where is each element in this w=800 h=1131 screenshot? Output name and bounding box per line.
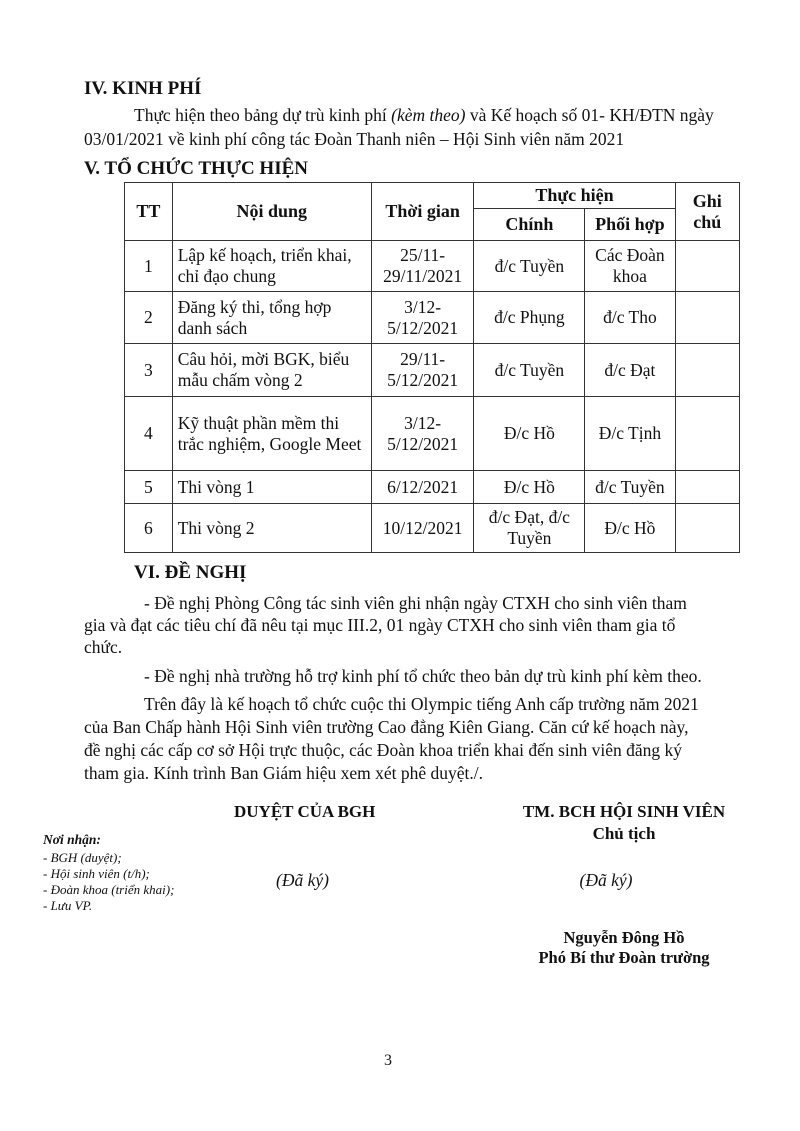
cell-ghi-chu <box>675 241 740 292</box>
section-iv-heading: IV. KINH PHÍ <box>84 78 202 99</box>
proposal-1-line1: - Đề nghị Phòng Công tác sinh viên ghi nhận ngày CTXH cho sinh viên tham <box>144 593 687 613</box>
table-row <box>125 344 740 397</box>
cell-phoi-hop: Đ/c Hồ <box>585 504 675 553</box>
proposal-1-line3: chức. <box>84 637 123 657</box>
cell-tt: 6 <box>125 504 173 553</box>
right-signature-title: TM. BCH HỘI SINH VIÊN <box>522 802 726 821</box>
header-thoi-gian: Thời gian <box>371 183 474 241</box>
implementation-table <box>124 182 740 553</box>
cell-chinh: đ/c Tuyền <box>474 344 585 397</box>
cell-phoi-hop: đ/c Tuyền <box>585 471 675 504</box>
text-run: Thực hiện theo bảng dự trù kinh phí <box>134 105 392 125</box>
recipient-item: - BGH (duyệt); <box>43 850 122 865</box>
cell-tt: 5 <box>125 471 173 504</box>
cell-thoi-gian: 6/12/2021 <box>371 471 474 504</box>
cell-thoi-gian: 3/12- 5/12/2021 <box>371 397 474 471</box>
right-signature-role: Chủ tịch <box>592 824 656 843</box>
cell-ghi-chu <box>675 344 740 397</box>
recipients-label: Nơi nhận: <box>43 832 101 847</box>
section-iv-paragraph-line2: 03/01/2021 về kinh phí công tác Đoàn Thanh niên – Hội Sinh viên năm 2021 <box>84 129 625 149</box>
cell-ghi-chu <box>675 292 740 344</box>
left-signature-title: DUYỆT CỦA BGH <box>234 802 376 821</box>
cell-thoi-gian: 10/12/2021 <box>371 504 474 553</box>
signer-position: Phó Bí thư Đoàn trường <box>538 948 710 967</box>
cell-tt: 3 <box>125 344 173 397</box>
cell-phoi-hop: đ/c Tho <box>585 292 675 344</box>
recipient-item: - Đoàn khoa (triển khai); <box>43 882 175 897</box>
recipient-item: - Hội sinh viên (t/h); <box>43 866 150 881</box>
cell-phoi-hop: đ/c Đạt <box>585 344 675 397</box>
page-number: 3 <box>384 1052 392 1069</box>
proposal-2: - Đề nghị nhà trường hỗ trợ kinh phí tổ chức theo bản dự trù kinh phí kèm theo. <box>144 666 702 686</box>
cell-phoi-hop: Các Đoàn khoa <box>585 241 675 292</box>
italic-text-run: (kèm theo) <box>391 105 466 125</box>
cell-chinh: Đ/c Hồ <box>474 397 585 471</box>
header-chinh: Chính <box>474 209 585 241</box>
table-row <box>125 397 740 471</box>
cell-thoi-gian: 3/12- 5/12/2021 <box>371 292 474 344</box>
table-row <box>125 292 740 344</box>
cell-noi-dung: Kỹ thuật phần mềm thi trắc nghiệm, Google Meet <box>172 397 371 471</box>
cell-noi-dung: Lập kế hoạch, triển khai, chỉ đạo chung <box>172 241 371 292</box>
cell-noi-dung: Thi vòng 1 <box>172 471 371 504</box>
cell-chinh: Đ/c Hồ <box>474 471 585 504</box>
closing-line4: tham gia. Kính trình Ban Giám hiệu xem xét phê duyệt./. <box>84 763 484 783</box>
cell-phoi-hop: Đ/c Tịnh <box>585 397 675 471</box>
closing-line3: đề nghị các cấp cơ sở Hội trực thuộc, các Đoàn khoa triển khai đến sinh viên đăng ký <box>84 740 683 760</box>
header-noi-dung: Nội dung <box>172 183 371 241</box>
recipient-item: - Lưu VP. <box>43 898 93 913</box>
right-signed-note: (Đã ký) <box>579 870 633 890</box>
proposal-1-line2: gia và đạt các tiêu chí đã nêu tại mục III.2, 01 ngày CTXH cho sinh viên tham gia tổ <box>84 615 676 635</box>
section-vi-heading: VI. ĐỀ NGHỊ <box>134 562 247 583</box>
cell-noi-dung: Đăng ký thi, tổng hợp danh sách <box>172 292 371 344</box>
header-thuc-hien: Thực hiện <box>474 183 675 209</box>
table-row <box>125 241 740 292</box>
table-row <box>125 471 740 504</box>
closing-line2: của Ban Chấp hành Hội Sinh viên trường Cao đẳng Kiên Giang. Căn cứ kế hoạch này, <box>84 717 689 737</box>
table-row <box>125 504 740 553</box>
section-iv-paragraph-line1 <box>134 104 714 127</box>
header-tt: TT <box>125 183 173 241</box>
cell-chinh: đ/c Tuyền <box>474 241 585 292</box>
cell-tt: 2 <box>125 292 173 344</box>
text-run: và Kế hoạch số 01- KH/ĐTN ngày <box>465 105 714 125</box>
cell-noi-dung: Thi vòng 2 <box>172 504 371 553</box>
cell-ghi-chu <box>675 471 740 504</box>
section-v-heading: V. TỔ CHỨC THỰC HIỆN <box>84 158 308 179</box>
cell-thoi-gian: 25/11- 29/11/2021 <box>371 241 474 292</box>
signer-name: Nguyễn Đông Hồ <box>563 928 685 947</box>
cell-chinh: đ/c Phụng <box>474 292 585 344</box>
cell-thoi-gian: 29/11- 5/12/2021 <box>371 344 474 397</box>
cell-ghi-chu <box>675 504 740 553</box>
header-ghi-chu: Ghi chú <box>675 183 740 241</box>
cell-ghi-chu <box>675 397 740 471</box>
left-signed-note: (Đã ký) <box>276 870 329 890</box>
cell-tt: 4 <box>125 397 173 471</box>
header-phoi-hop: Phối hợp <box>585 209 675 241</box>
cell-chinh: đ/c Đạt, đ/c Tuyền <box>474 504 585 553</box>
cell-tt: 1 <box>125 241 173 292</box>
closing-line1: Trên đây là kế hoạch tổ chức cuộc thi Olympic tiếng Anh cấp trường năm 2021 <box>144 694 699 714</box>
cell-noi-dung: Câu hỏi, mời BGK, biểu mẫu chấm vòng 2 <box>172 344 371 397</box>
